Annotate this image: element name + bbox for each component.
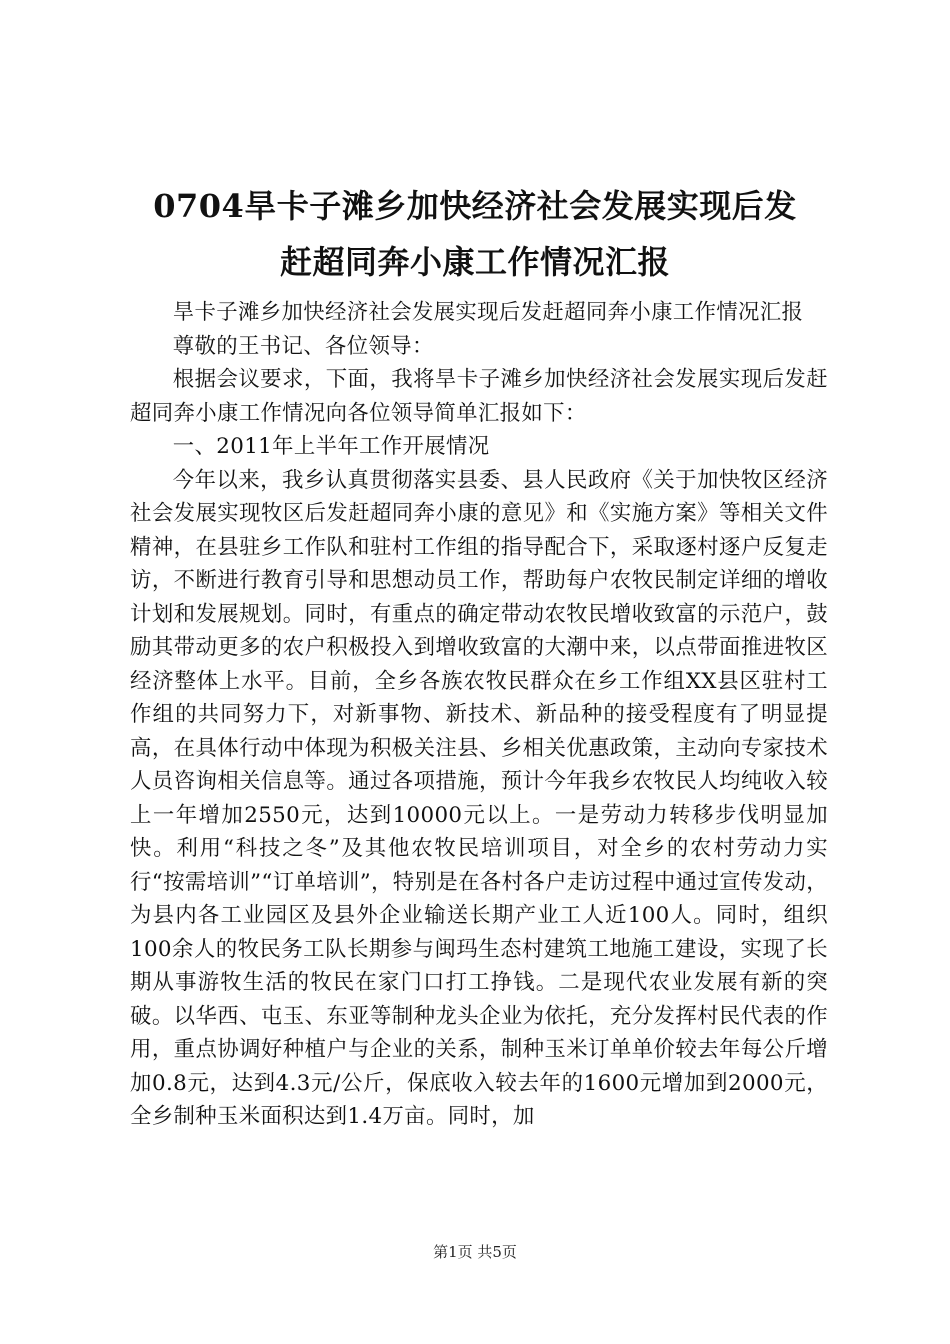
paragraph-main: 今年以来，我乡认真贯彻落实县委、县人民政府《关于加快牧区经济社会发展实现牧区后发赶超同奔小康的意见》和《实施方案》等相关文件精神，在县驻乡工作队和驻村工作组的指导配合下，采取逐村逐户反复走访，不断进行教育引导和思想动员工作，帮助每户农牧民制定详细的增收计划和发展规划。同时，有重点的确定带动农牧民增收致富的示范户，鼓励其带动更多的农户积极投入到增收致富的大潮中来，以点带面推进牧区经济整体上水平。目前，全乡各族农牧民群众在乡工作组XX县区驻村工作组的共同努力下，对新事物、新技术、新品种的接受程度有了明显提高，在具体行动中体现为积极关注县、乡相关优惠政策，主动向专家技术人员咨询相关信息等。通过各项措施，预计今年我乡农牧民人均纯收入较上一年增加2550元，达到10000元以上。一是劳动力转移步伐明显加快。利用“科技之冬”及其他农牧民培训项目，对全乡的农村劳动力实行“按需培训”“订单培训”，特别是在各村各户走访过程中通过宣传发动，为县内各工业园区及县外企业输送长期产业工人近100人。同时，组织100余人的牧民务工队长期参与闽玛生态村建筑工地施工建设，实现了长期从事游牧生活的牧民在家门口打工挣钱。二是现代农业发展有新的突破。以华西、屯玉、东亚等制种龙头企业为依托，充分发挥村民代表的作用，重点协调好种植户与企业的关系，制种玉米订单单价较去年每公斤增加0.8元，达到4.3元/公斤，保底收入较去年的1600元增加到2000元，全乡制种玉米面积达到1.4万亩。同时，加 [130, 467, 828, 1129]
section-heading: 一、2011年上半年工作开展情况 [172, 434, 490, 459]
paragraph-salutation: 尊敬的王书记、各位领导： [172, 333, 434, 359]
document-body [130, 296, 828, 1134]
title-line-1: 0704旱卡子滩乡加快经济社会发展实现后发 [153, 187, 797, 225]
document-title [100, 178, 850, 290]
title-line-2: 赶超同奔小康工作情况汇报 [279, 243, 670, 281]
paragraph-heading-repeat: 旱卡子滩乡加快经济社会发展实现后发赶超同奔小康工作情况汇报 [172, 300, 804, 325]
page-footer: 第1页 共5页 [433, 1243, 517, 1261]
paragraph-intro: 根据会议要求，下面，我将旱卡子滩乡加快经济社会发展实现后发赶超同奔小康工作情况向各位领导简单汇报如下： [130, 367, 828, 426]
